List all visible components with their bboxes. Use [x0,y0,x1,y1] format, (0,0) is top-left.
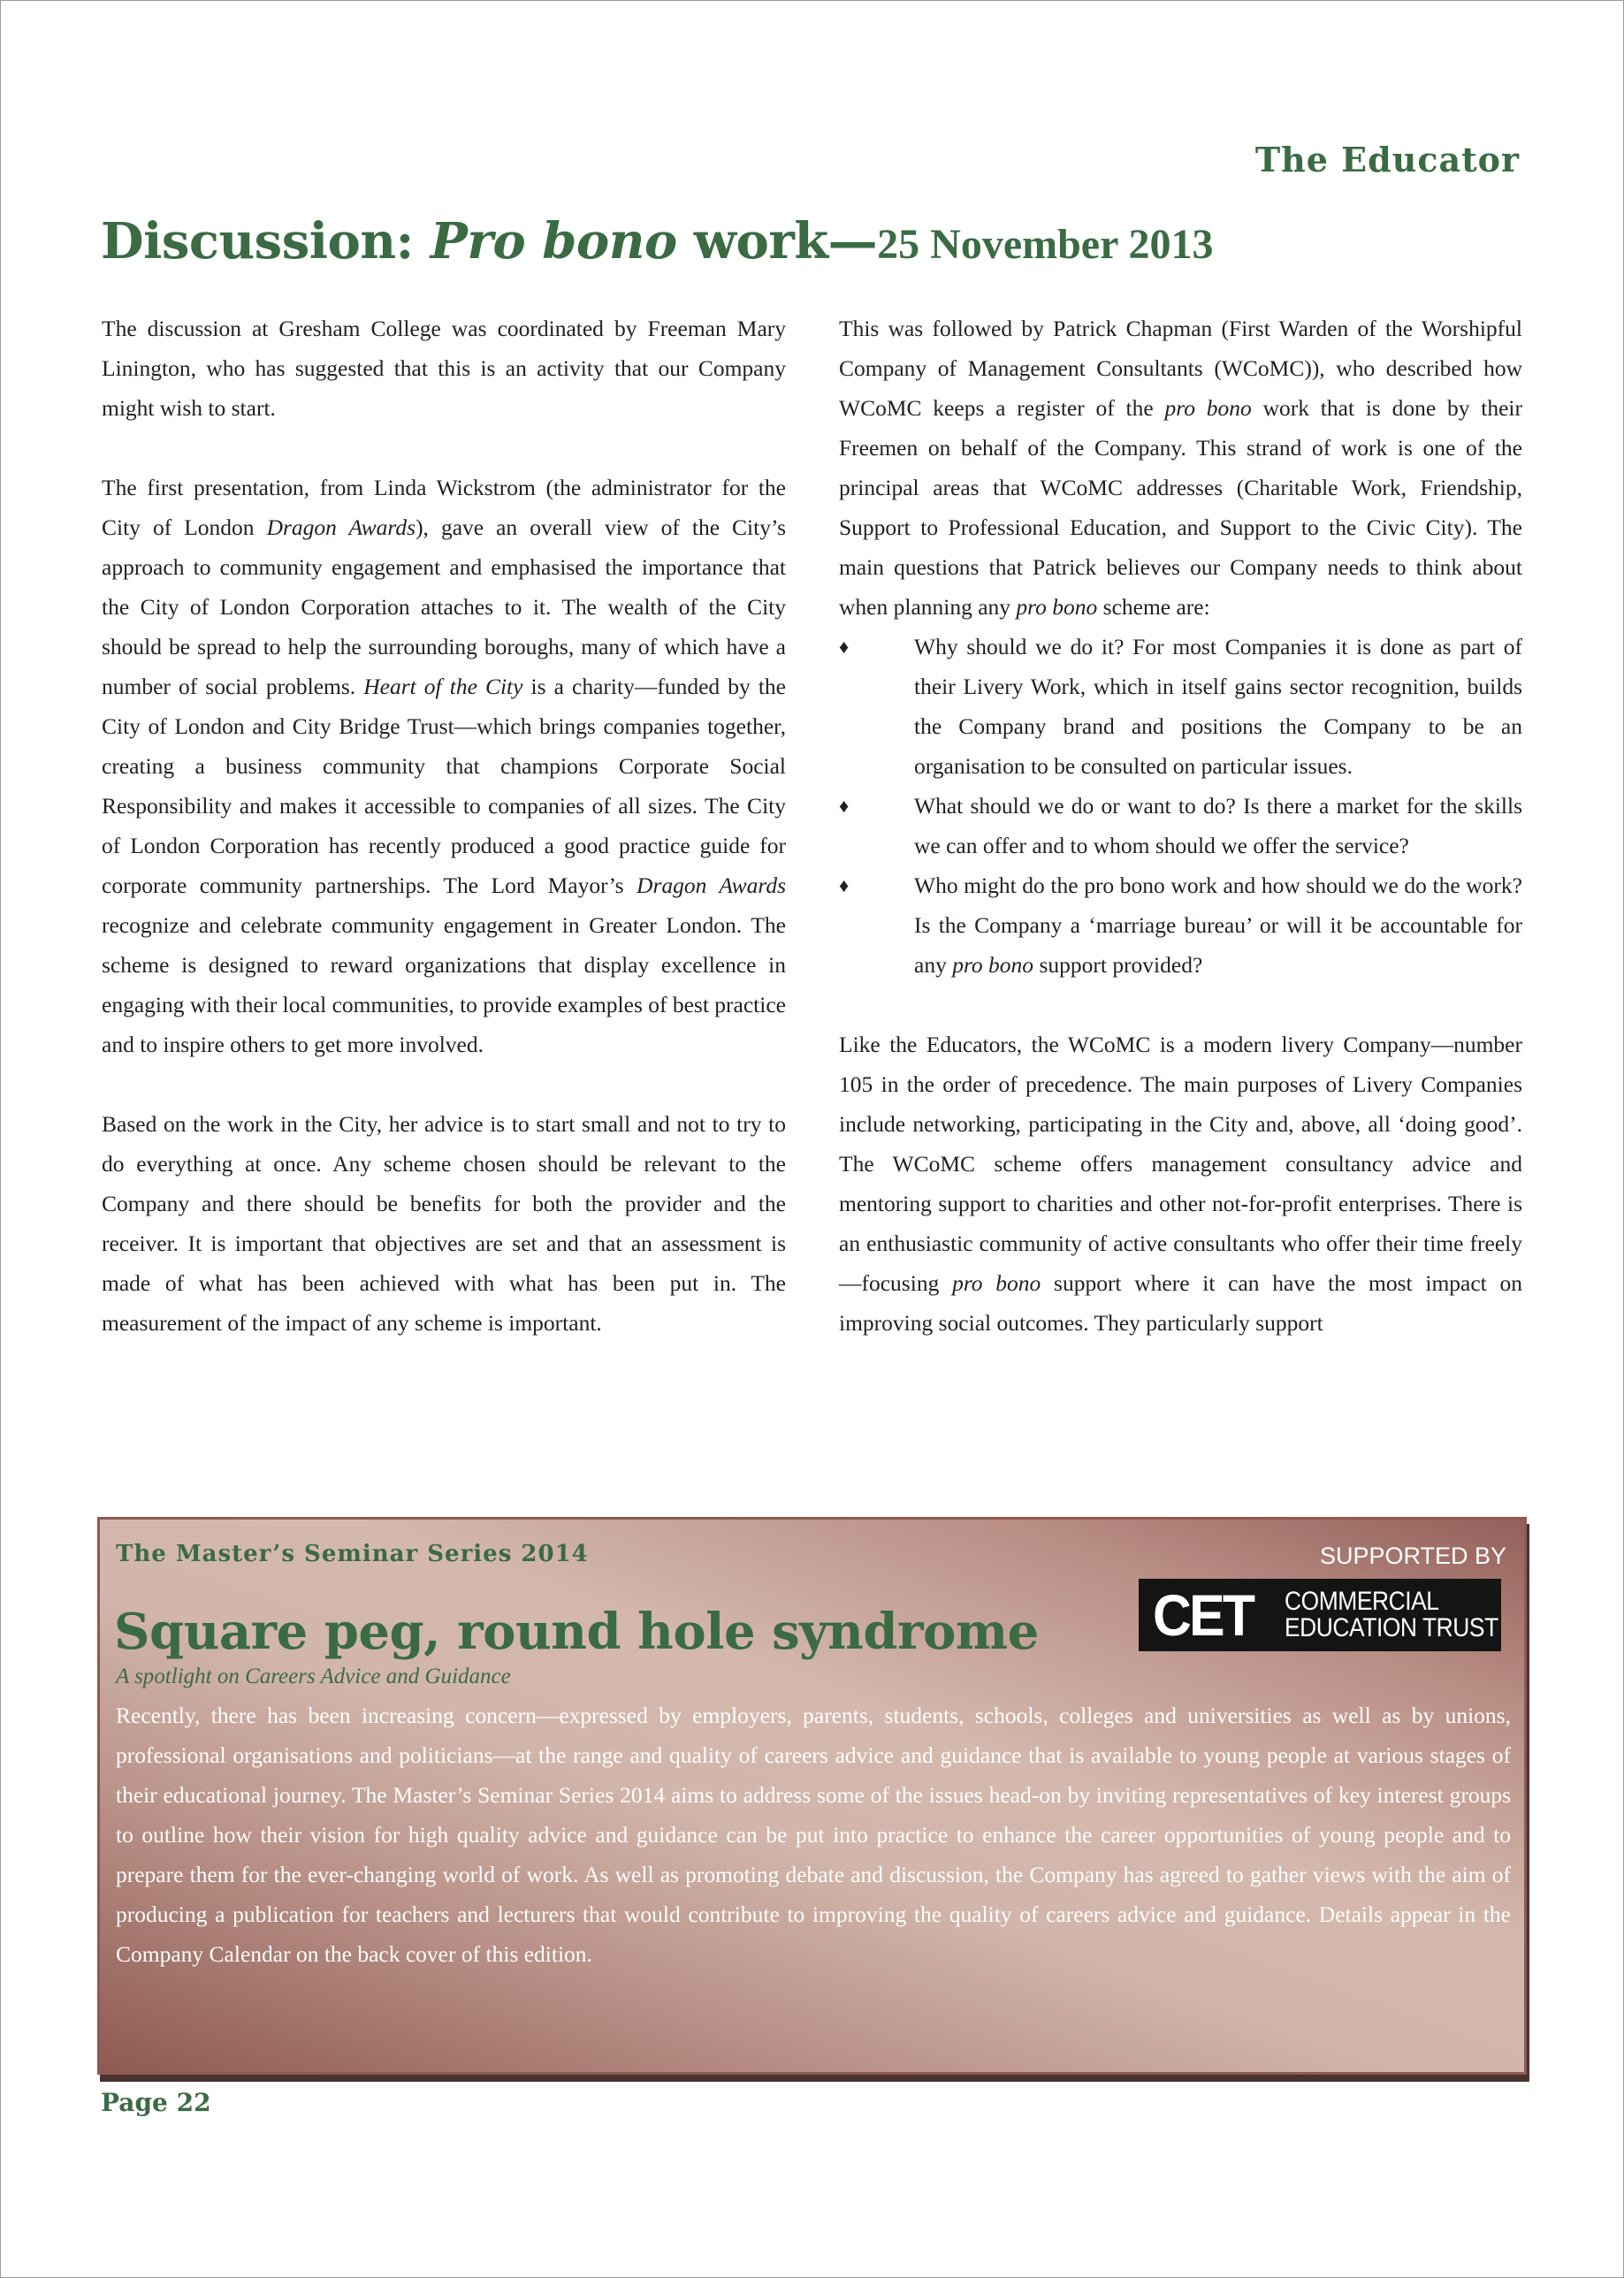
left-column [102,309,786,1343]
running-head: The Educator [1254,140,1520,179]
right-column [839,309,1522,1343]
article-title [101,212,1214,270]
paragraph: Like the Educators, the WCoMC is a modern livery Company—number 105 in the order of precedence. The main purposes of Livery Companies include networking, participating in the City and, above, all ‘doing good’. The WCoMC scheme offers management consultancy advice and mentoring support to charities and other not-for-profit enterprises. There is an enthusiastic community of active consultants who offer their time freely—focusing pro bono support where it can have the most impact on improving social outcomes. They particularly support [839,1032,1522,1336]
box-title: Square peg, round hole syndrome [114,1603,1039,1661]
logo-name: COMMERCIAL EDUCATION TRUST [1285,1587,1498,1642]
paragraph: The discussion at Gresham College was coordinated by Freeman Mary Linington, who has suggested that this is an activity that our Company might wish to start. [102,316,786,421]
title-date: 25 November 2013 [877,221,1214,268]
title-italic: Pro bono [430,212,677,270]
box-kicker: The Master’s Seminar Series 2014 [116,1541,589,1567]
diamond-bullet-icon: ♦ [839,636,850,658]
sponsor-label: SUPPORTED BY [1319,1543,1506,1569]
paragraph: The first presentation, from Linda Wickstrom (the administrator for the City of London Dragon Awards), gave an overall view of the City’s approach to community engagement and emphasised the importance that the City of London Corporation attaches to it. The wealth of the City should be spread to help the surrounding boroughs, many of which have a number of social problems. Heart of the City is a charity—funded by the City of London and City Bridge Trust—which brings companies together, creating a business community that champions Corporate Social Responsibility and makes it accessible to companies of all sizes. The City of London Corporation has recently produced a good practice guide for corporate community partnerships. The Lord Mayor’s Dragon Awards recognize and celebrate community engagement in Greater London. The scheme is designed to reward organizations that display excellence in engaging with their local communities, to provide examples of best practice and to inspire others to get more involved. [102,475,786,1057]
list-item: ♦ What should we do or want to do? Is there a market for the skills we can offer and to whom should we offer the service? [839,786,1522,865]
diamond-bullet-icon: ♦ [839,874,850,896]
question-list [839,627,1522,985]
cet-logo [1139,1579,1501,1651]
list-item: ♦ Why should we do it? For most Companies it is done as part of their Livery Work, which in itself gains sector recognition, builds the Company brand and positions the Company to be an organisation to be consulted on particular issues. [839,627,1522,786]
box-subtitle: A spotlight on Careers Advice and Guidance [116,1665,511,1688]
paragraph: Based on the work in the City, her advice is to start small and not to try to do everything at once. Any scheme chosen should be relevant to the Company and there should be benefits for both the provider and the receiver. It is important that objectives are set and that an assessment is made of what has been achieved with what has been put in. The measurement of the impact of any scheme is important. [102,1111,786,1336]
logo-acronym: CET [1153,1582,1254,1648]
logo-slash-icon [1251,1588,1283,1642]
title-prefix: Discussion: [101,212,431,270]
title-suffix: work— [676,212,878,270]
list-item: ♦ Who might do the pro bono work and how should we do the work? Is the Company a ‘marriage bureau’ or will it be accountable for any pro bono support provided? [839,865,1522,985]
paragraph: This was followed by Patrick Chapman (First Warden of the Worshipful Company of Management Consultants (WCoMC)), who described how WCoMC keeps a register of the pro bono work that is done by their Freemen on behalf of the Company. This strand of work is one of the principal areas that WCoMC addresses (Charitable Work, Friendship, Support to Professional Education, and Support to the Civic City). The main questions that Patrick believes our Company needs to think about when planning any pro bono scheme are: [839,316,1523,620]
seminar-series-box [97,1517,1527,2075]
box-body: Recently, there has been increasing concern—expressed by employers, parents, students, schools, colleges and universities as well as by unions, professional organisations and politicians—at the range and quality of careers advice and guidance that is available to young people at various stages of their educational journey. The Master’s Seminar Series 2014 aims to address some of the issues head-on by inviting representatives of key interest groups to outline how their vision for high quality advice and guidance can be put into practice to enhance the career opportunities of young people and to prepare them for the ever-changing world of work. As well as promoting debate and discussion, the Company has agreed to gather views with the aim of producing a publication for teachers and lecturers that would contribute to improving the quality of careers advice and guidance. Details appear in the Company Calendar on the back cover of this edition. [116,1703,1511,1967]
diamond-bullet-icon: ♦ [839,795,850,817]
page-number: Page 22 [101,2088,211,2117]
